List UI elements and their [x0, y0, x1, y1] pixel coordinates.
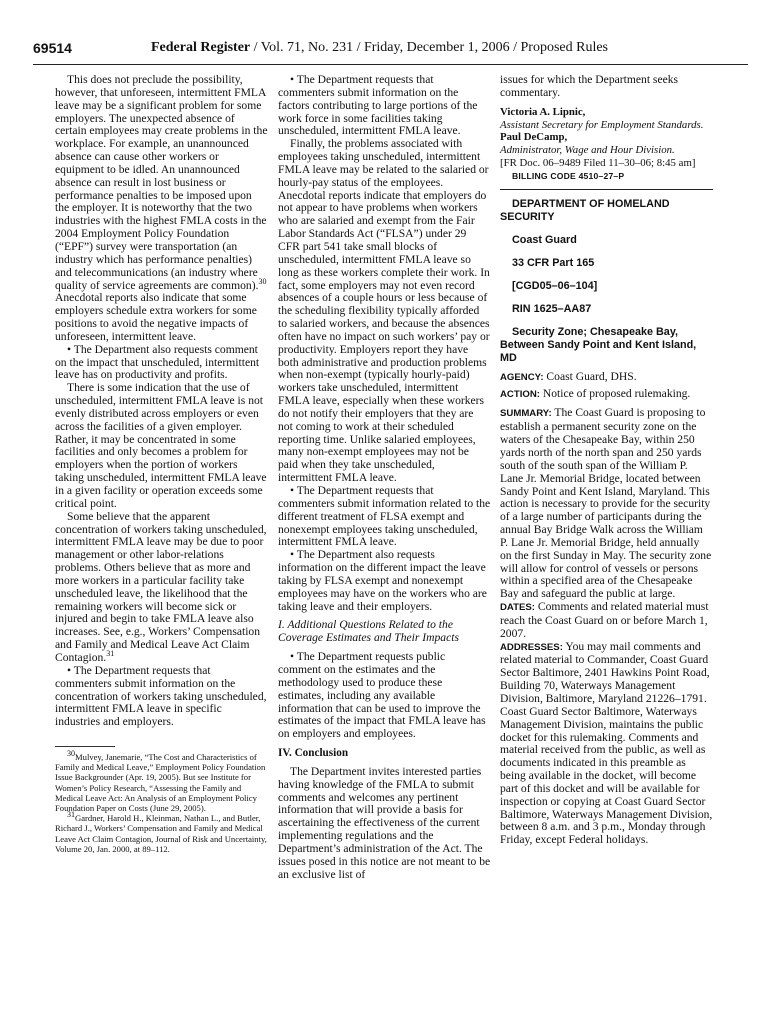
- bullet-item: • The Department also requests information on the different impact the leave taking by FLSA exempt and nonexempt employees may have on the workers who are taking leave and their employers.: [278, 548, 487, 613]
- paragraph: Finally, the problems associated with employees taking unscheduled, intermittent FMLA leave may be related to the salaried or hourly-pay status of the employees. Anecdotal reports indicate that employers do not appear to have problems when workers who are salaried and exempt from the Fair Labor Standards Act (“FLSA”) under 29 CFR part 541 take small blocks of unscheduled, intermittent FMLA leave so long as these workers complete their work. In fact, some employers may not even record absences of a couple hours or less because of the scheduling flexibility typically afforded to salaried workers, and because the absences often have no impact on such workers’ pay or productivity. Employers report they have both administrative and production problems when non-exempt (typically hourly-paid) workers take unscheduled, intermittent FMLA leave, especially when these workers do not notify their employers that they are not coming to work at their scheduled reporting time. Unlike salaried employees, many non-exempt employees may not be paid when they take unscheduled, intermittent FMLA leave.: [278, 137, 490, 485]
- paragraph: issues for which the Department seeks commentary.: [500, 73, 679, 99]
- spacer: [500, 247, 713, 257]
- column-3: [500, 74, 713, 847]
- signer-title: Assistant Secretary for Employment Standards.: [500, 118, 704, 131]
- paragraph: There is some indication that the use of unscheduled, intermittent FMLA leave is not evenly distributed across employers or even across the facilities of a given employer. Rather, it may be concentrated in some facilities and only becomes a problem for employers when the portion of workers taking unscheduled, intermittent FMLA leave in a given facility or operation exceeds some critical point.: [55, 381, 267, 510]
- dates-paragraph: [500, 601, 713, 641]
- section-heading: I. Additional Questions Related to the Coverage Estimates and Their Impacts: [278, 618, 459, 645]
- paragraph: [55, 511, 268, 665]
- rin-number: RIN 1625–AA87: [512, 302, 592, 315]
- issue-info: / Vol. 71, No. 231 / Friday, December 1, 2006 / Proposed Rules: [250, 40, 609, 55]
- spacer: [500, 224, 713, 234]
- signer-title: Administrator, Wage and Hour Division.: [500, 144, 675, 157]
- page-number: 69514: [33, 40, 72, 56]
- footnote-ref: 31: [106, 649, 115, 659]
- action-label: ACTION:: [500, 388, 540, 400]
- footnote-text: Mulvey, Janemarie, “The Cost and Characteristics of Family and Medical Leave,” Employment Policy Foundation Issue Backgrounder (Apr. 19, 2005). But see Institute for Women’s Policy Research, “Assessing the Family and Medical Leave Act: An Analysis of an Employment Policy Foundation Paper on Costs (June 29, 2005).: [55, 752, 266, 814]
- summary-paragraph: [500, 407, 713, 601]
- footnote: [55, 749, 268, 814]
- column-1: [55, 74, 268, 854]
- dates-label: DATES:: [500, 602, 535, 614]
- signer-name: Victoria A. Lipnic,: [500, 105, 586, 118]
- rule-title: Security Zone; Chesapeake Bay, Between Sandy Point and Kent Island, MD: [500, 325, 697, 364]
- addresses-paragraph: [500, 641, 713, 848]
- footnote: [55, 810, 268, 854]
- department-heading: DEPARTMENT OF HOMELAND SECURITY: [500, 197, 670, 223]
- footnote-divider: [55, 746, 115, 747]
- column-2: [278, 74, 491, 881]
- paragraph-text: Some believe that the apparent concentration of workers taking unscheduled, intermittent FMLA leave may be due to poor management or other labor-relations problems. Others believe that as more and more workers in a particular facility take unscheduled leave, the likelihood that the remaining workers will become sick or injured and begin to take FMLA leave also increases. See, e.g., Workers’ Compensation and Family and Medical Leave Act Claim Contagion.: [55, 509, 267, 664]
- addresses-text: You may mail comments and related material to Commander, Coast Guard Sector Baltimore, 2401 Hawkins Point Road, Building 70, Waterways Management Division, Baltimore, Maryland 21226–1791. Coast Guard Sector Baltimore, Waterways Management Division, maintains the public docket for this rulemaking. Comments and material received from the public, as well as documents indicated in this preamble as being available in the docket, will become part of this docket and will be available for inspection or copying at Coast Guard Sector Baltimore, Waterways Management Division, between 8 a.m. and 3 p.m., Monday through Friday, except Federal holidays.: [500, 639, 713, 847]
- bullet-item: • The Department requests that commenters submit information related to the different treatment of FLSA exempt and nonexempt employees taking unscheduled, intermittent FMLA leave.: [278, 484, 491, 549]
- agency-text: Coast Guard, DHS.: [543, 369, 637, 383]
- footnote-number: 30: [67, 749, 75, 759]
- spacer: [500, 293, 713, 303]
- bullet-item: • The Department requests that commenters submit information on the factors contributing to large portions of the work force in some facilities taking unscheduled, intermittent FMLA leave.: [278, 73, 478, 138]
- footnote-text: Gardner, Harold H., Kleinman, Nathan L., and Butler, Richard J., Workers’ Compensation and Family and Medical Leave Act Claim Contagion, Journal of Risk and Uncertainty, Volume 20, Jan. 2000, at 89–112.: [55, 813, 267, 854]
- action-line: [500, 388, 713, 402]
- running-head: [151, 40, 608, 56]
- footnote-number: 31: [67, 810, 75, 820]
- bullet-item: • The Department requests that commenters submit information on the concentration of workers taking unscheduled, intermittent FMLA leave in specific industries and employers.: [55, 663, 267, 729]
- paragraph-text: Anecdotal reports also indicate that some employers schedule extra workers for some positions to avoid the negative impacts of unforeseen, intermittent leave.: [55, 291, 257, 343]
- signer-name: Paul DeCamp,: [500, 131, 568, 144]
- section-heading: IV. Conclusion: [278, 747, 349, 760]
- paragraph: [55, 74, 268, 344]
- dates-text: Comments and related material must reach the Coast Guard on or before March 1, 2007.: [500, 600, 709, 640]
- cfr-heading: 33 CFR Part 165: [512, 256, 595, 269]
- paragraph: The Department invites interested parties having knowledge of the FMLA to submit comments and welcomes any pertinent information that will provide a basis for ascertaining the effectiveness of the current implementing regulations and the Department’s administration of the Act. The issues posed in this notice are not meant to be an exclusive list of: [278, 764, 491, 881]
- billing-code: BILLING CODE 4510–27–P: [512, 170, 625, 181]
- bullet-item: • The Department requests public comment on the estimates and the methodology used to produce these estimates, including any available information that can be used to improve the estimates of the impact that FMLA leave has on employers and employees.: [278, 650, 486, 741]
- bullet-item: • The Department also requests comment on the impact that unscheduled, intermittent leave has on productivity and profits.: [55, 342, 260, 382]
- summary-text: The Coast Guard is proposing to establish a permanent security zone on the waters of the Chesapeake Bay, within 250 yards north of the north span and 250 yards south of the south span of the William P. Lane Jr. Memorial Bridge, located between Sandy Point and Kent Island, Maryland. This action is necessary to provide for the security of a large number of participants during the annual Bay Bridge Walk across the William P. Lane Jr. Memorial Bridge, held annually on the first Sunday in May. The security zone will allow for control of vessels or persons within a specified area of the Chesapeake Bay and safeguard the public at large.: [500, 406, 712, 601]
- footnote-ref: 30: [258, 276, 267, 286]
- paragraph-text: This does not preclude the possibility, however, that unforeseen, intermittent FMLA leave may be a significant problem for some employers. The unexpected absence of certain employees may create problems in the workplace. For example, an unannounced absence can cause other workers or equipment to be idled. An unannounced absence can result in lost business or performance penalties to be imposed upon the employer. It is noteworthy that the two industries with the highest FMLA costs in the 2004 Employment Policy Foundation (“EPF”) survey were transportation (an industry which has performance penalties) and telecommunications (an industry where quality of service agreements are common).: [55, 73, 268, 292]
- subagency-heading: Coast Guard: [512, 233, 577, 246]
- section-divider: [500, 189, 713, 190]
- action-text: Notice of proposed rulemaking.: [539, 386, 691, 400]
- agency-line: [500, 371, 713, 385]
- fr-doc-line: [FR Doc. 06–9489 Filed 11–30–06; 8:45 am]: [500, 157, 696, 170]
- spacer: [500, 316, 713, 326]
- addresses-label: ADDRESSES:: [500, 641, 563, 653]
- page-header: [33, 40, 748, 65]
- summary-label: SUMMARY:: [500, 408, 552, 420]
- publication-name: Federal Register: [151, 40, 251, 55]
- agency-label: AGENCY:: [500, 371, 544, 383]
- docket-number: [CGD05–06–104]: [512, 279, 598, 292]
- spacer: [500, 270, 713, 280]
